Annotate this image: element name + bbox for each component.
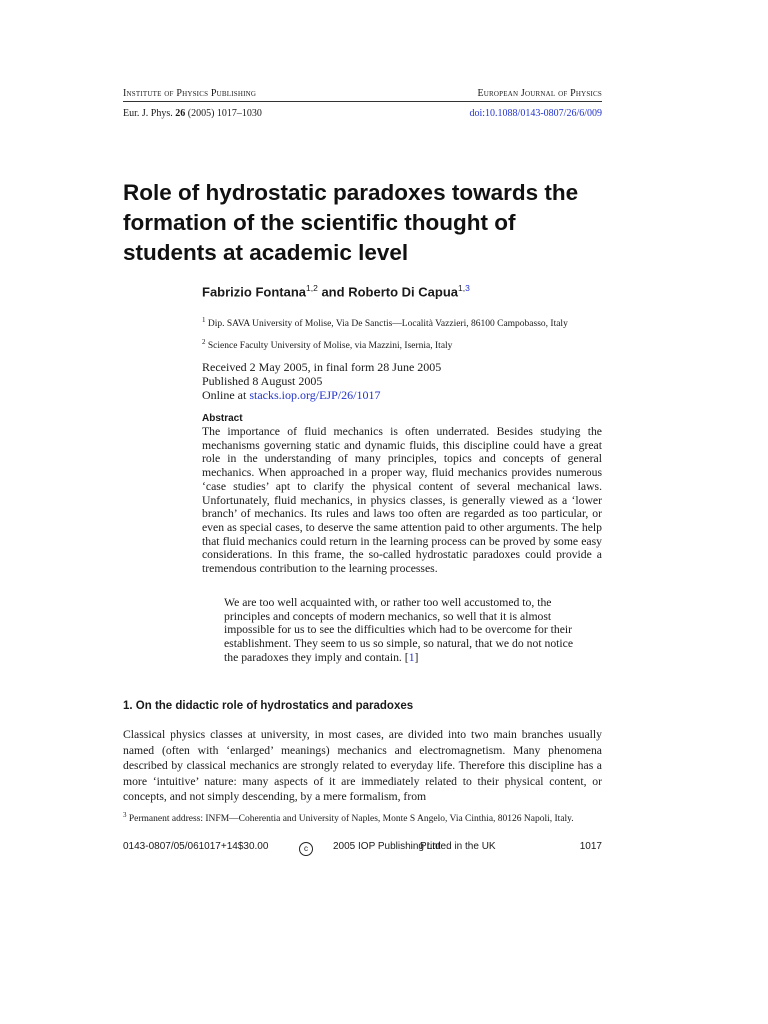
affiliation-1-text: Dip. SAVA University of Molise, Via De Sanctis—Località Vazzieri, 86100 Campobasso, Italy	[207, 319, 568, 330]
author-1-affil: 1,2	[306, 283, 318, 293]
copyright-icon: c	[299, 842, 313, 856]
issn-price: 0143-0807/05/061017+14$30.00	[123, 841, 269, 852]
author-conjunction: and	[321, 284, 345, 300]
quote-text: We are too well acquainted with, or rather too well accustomed to, the principles and concepts of modern mechanics, so well that it is almost impossible for us to see the difficulties which had to be overcome for their establishment. They seem to us so simple, so natural, that we do not notice the paradoxes they imply and contain.	[224, 596, 574, 664]
epigraph-quote	[224, 596, 581, 665]
author-list	[202, 283, 470, 299]
reference-1-link[interactable]: 1	[408, 650, 415, 664]
citation-prefix: Eur. J. Phys.	[123, 108, 173, 119]
section-1-body: Classical physics classes at university, in most cases, are divided into two main branches usually named (often with ‘enlarged’ meanings) mechanics and electromagnetism. Many phenomena described by classical mechanics are strongly related to everyday life. Therefore this discipline has a more ‘intuitive’ nature: many aspects of it are immediately related to their physical content, or concepts, and not simply descending, by a mere formalism, from	[123, 728, 602, 804]
journal-header: European Journal of Physics	[477, 88, 602, 99]
footnote-text: Permanent address: INFM—Coherentia and University of Naples, Monte S Angelo, Via Cinthia, 80126 Napoli, Italy.	[128, 814, 574, 825]
doi-link[interactable]: doi:10.1088/0143-0807/26/6/009	[469, 108, 602, 119]
publisher-header: Institute of Physics Publishing	[123, 88, 257, 99]
affiliation-1-marker: 1	[202, 316, 206, 324]
copyright-symbol	[299, 841, 316, 856]
footnote-3-link[interactable]: 3	[465, 283, 470, 293]
section-1-heading: 1. On the didactic role of hydrostatics and paradoxes	[123, 700, 414, 712]
affiliation-2-text: Science Faculty University of Molise, via Mazzini, Isernia, Italy	[207, 341, 453, 352]
online-link[interactable]: stacks.iop.org/EJP/26/1017	[249, 388, 381, 402]
affiliation-2	[202, 336, 602, 352]
author-1: Fabrizio Fontana	[202, 284, 306, 300]
paper-title: Role of hydrostatic paradoxes towards the formation of the scientific thought of students at academic level	[123, 180, 579, 265]
quote-ref-close: ]	[414, 650, 419, 664]
printed-in: Printed in the UK	[420, 841, 496, 852]
copyright-text: 2005 IOP Publishing Ltd	[333, 841, 441, 852]
abstract-text: The importance of fluid mechanics is often underrated. Besides studying the mechanisms governing static and dynamic fluids, this discipline could have a great role in the understanding of many principles, topics and concepts of general mechanics. When approached in a proper way, fluid mechanics provides numerous ‘case studies’ apt to clarify the physical content of several mechanical laws. Unfortunately, fluid mechanics, in physics classes, is generally viewed as a ‘lower branch’ of mechanics. Its rules and laws too often are regarded as too particular, or even as special cases, to deserve the same attention paid to other arguments. The help that fluid mechanics could return in the learning process can be proved by some easy considerations. In this frame, the so-called hydrostatic paradoxes could provide a tremendous contribution to the learning processes.	[202, 425, 602, 576]
online-prefix: Online at	[202, 388, 250, 402]
header-divider	[123, 101, 602, 102]
affiliation-2-marker: 2	[202, 338, 206, 346]
quote-ref-open: [	[404, 650, 409, 664]
author-2: Roberto Di Capua	[348, 284, 458, 300]
citation-rest: (2005) 1017–1030	[187, 108, 262, 119]
received-date: Received 2 May 2005, in final form 28 June 2005	[202, 360, 442, 374]
published-date: Published 8 August 2005	[202, 374, 323, 388]
page-number: 1017	[579, 841, 602, 852]
citation-volume: 26	[175, 108, 186, 119]
footnote-3	[123, 809, 602, 826]
citation	[123, 108, 262, 119]
affiliation-1	[202, 314, 602, 330]
footnote-marker: 3	[123, 811, 127, 819]
abstract-heading: Abstract	[202, 413, 243, 424]
author-2-affil: 1,	[458, 283, 466, 293]
online-info	[202, 388, 380, 402]
